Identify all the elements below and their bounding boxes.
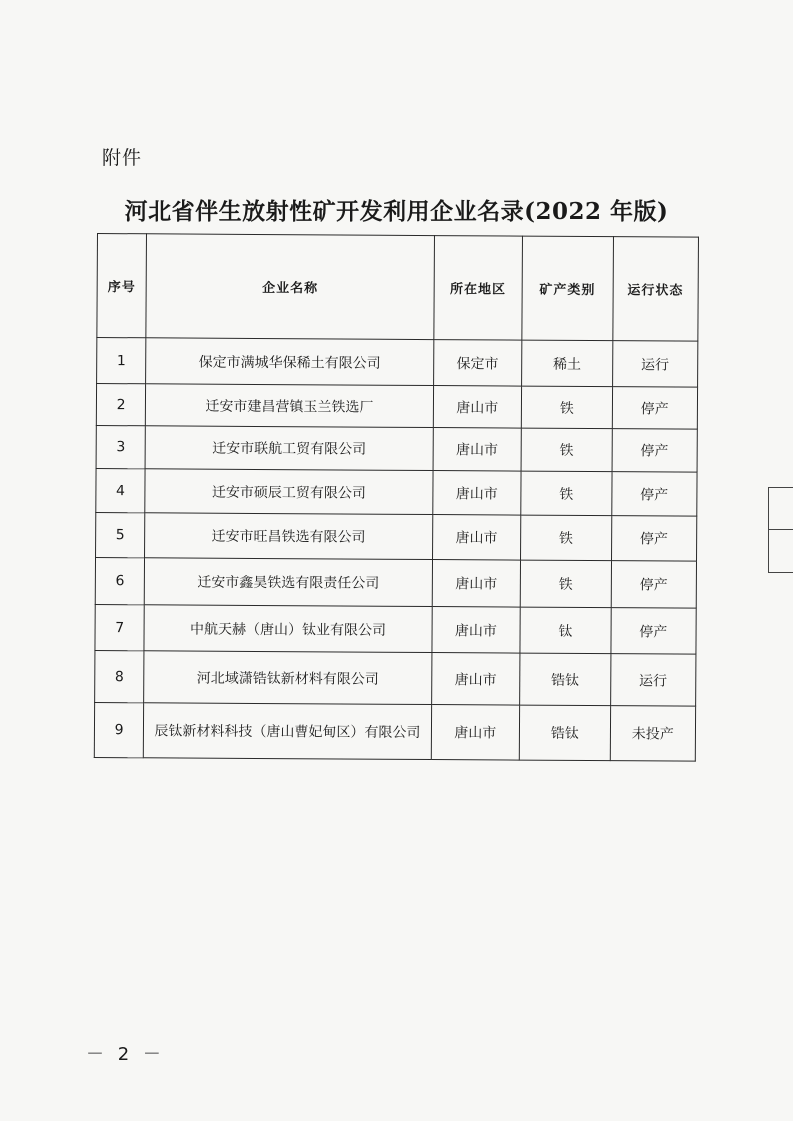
table-row xyxy=(94,702,695,761)
cell-mineral: 铁 xyxy=(521,471,612,516)
table-row xyxy=(95,650,696,706)
cell-status: 停产 xyxy=(611,516,697,562)
cell-status: 停产 xyxy=(611,561,697,609)
cell-no: 5 xyxy=(96,512,146,557)
cell-no: 8 xyxy=(95,650,145,702)
page-edge-mark xyxy=(768,487,793,573)
cell-region: 唐山市 xyxy=(433,428,522,472)
cell-mineral: 铁 xyxy=(520,560,611,608)
cell-region: 唐山市 xyxy=(432,607,521,654)
cell-no: 2 xyxy=(96,384,145,426)
cell-company-name: 保定市满城华保稀土有限公司 xyxy=(146,338,434,386)
document-title: 河北省伴生放射性矿开发利用企业名录(2022 年版) xyxy=(124,198,669,225)
cell-company-name: 迁安市联航工贸有限公司 xyxy=(145,426,433,471)
table-row xyxy=(96,384,697,430)
cell-mineral: 锆钛 xyxy=(519,705,610,761)
table-row xyxy=(95,604,696,654)
table-header-row xyxy=(97,234,699,342)
cell-company-name: 河北域潇锆钛新材料有限公司 xyxy=(144,651,432,705)
cell-status: 停产 xyxy=(612,429,698,473)
cell-region: 唐山市 xyxy=(432,560,521,608)
table-row xyxy=(96,512,697,561)
cell-company-name: 辰钛新材料科技（唐山曹妃甸区）有限公司 xyxy=(144,703,432,760)
cell-company-name: 迁安市硕辰工贸有限公司 xyxy=(145,469,433,515)
page-edge-mark-divider xyxy=(769,529,793,530)
column-header-name: 企业名称 xyxy=(146,234,434,340)
column-header-no: 序号 xyxy=(97,234,147,338)
cell-region: 唐山市 xyxy=(432,471,521,516)
cell-company-name: 迁安市鑫昊铁选有限责任公司 xyxy=(144,558,432,607)
cell-status: 运行 xyxy=(612,341,698,388)
cell-no: 4 xyxy=(96,468,146,512)
table-row xyxy=(95,557,696,608)
cell-mineral: 铁 xyxy=(521,386,612,429)
cell-status: 停产 xyxy=(610,608,696,655)
cell-status: 停产 xyxy=(612,387,698,430)
cell-no: 1 xyxy=(97,338,147,384)
table-row xyxy=(96,468,697,516)
column-header-status: 运行状态 xyxy=(612,237,698,342)
cell-no: 9 xyxy=(94,702,144,757)
cell-company-name: 迁安市旺昌铁选有限公司 xyxy=(145,513,433,560)
cell-status: 运行 xyxy=(610,654,696,707)
cell-region: 唐山市 xyxy=(433,386,522,429)
attachment-label: 附件 xyxy=(102,147,143,169)
cell-mineral: 铁 xyxy=(521,515,612,561)
cell-region: 唐山市 xyxy=(431,705,520,761)
table-row xyxy=(96,425,697,472)
cell-region: 唐山市 xyxy=(432,515,521,561)
column-header-region: 所在地区 xyxy=(434,236,523,341)
cell-status: 未投产 xyxy=(610,706,696,762)
cell-status: 停产 xyxy=(611,472,697,517)
column-header-mineral: 矿产类别 xyxy=(522,236,613,341)
cell-no: 6 xyxy=(95,557,145,604)
cell-region: 保定市 xyxy=(433,340,522,387)
page-number: － 2 － xyxy=(86,1044,165,1065)
cell-company-name: 中航天赫（唐山）钛业有限公司 xyxy=(144,605,432,653)
cell-mineral: 稀土 xyxy=(522,340,613,387)
cell-region: 唐山市 xyxy=(431,653,520,706)
cell-no: 7 xyxy=(95,604,145,650)
cell-no: 3 xyxy=(96,425,145,468)
cell-mineral: 钛 xyxy=(520,607,611,654)
cell-mineral: 铁 xyxy=(521,428,612,472)
table-row xyxy=(97,338,698,388)
cell-company-name: 迁安市建昌营镇玉兰铁选厂 xyxy=(146,384,434,428)
cell-mineral: 锆钛 xyxy=(520,653,611,706)
enterprise-table xyxy=(94,233,699,762)
